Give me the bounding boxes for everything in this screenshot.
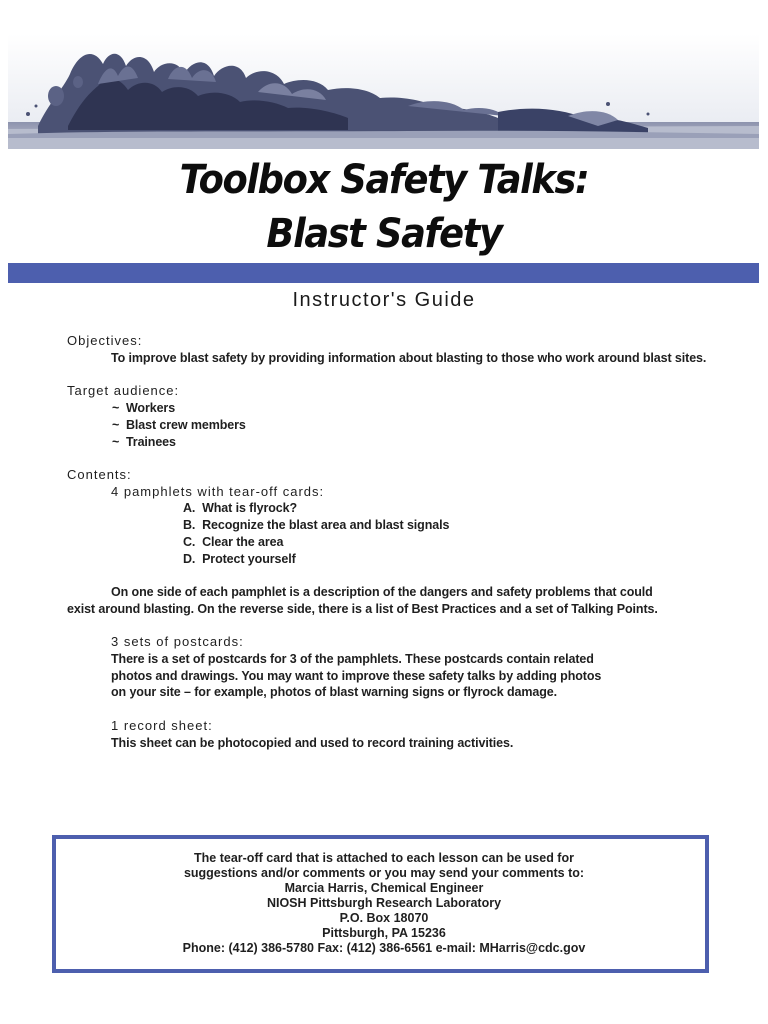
contact-organization: NIOSH Pittsburgh Research Laboratory bbox=[266, 896, 502, 910]
objectives-text: To improve blast safety by providing information about blasting to those who work around blast sites. bbox=[111, 351, 707, 365]
pamphlet-title: Recognize the blast area and blast signals bbox=[202, 518, 450, 532]
pamphlet-description-line: exist around blasting. On the reverse side, there is a list of Best Practices and a set of Talking Points. bbox=[67, 602, 658, 616]
contact-line: suggestions and/or comments or you may send your comments to: bbox=[183, 866, 585, 880]
postcards-heading: 3 sets of postcards: bbox=[111, 634, 244, 649]
list-item bbox=[112, 400, 175, 416]
contents-heading: Contents: bbox=[67, 467, 132, 482]
list-item bbox=[183, 534, 283, 550]
header-divider-bar bbox=[8, 263, 759, 283]
blast-photo-image bbox=[8, 34, 759, 149]
pamphlets-heading: 4 pamphlets with tear-off cards: bbox=[111, 484, 325, 499]
list-item bbox=[183, 517, 449, 533]
list-letter: D. bbox=[183, 552, 196, 566]
record-sheet-text: This sheet can be photocopied and used to record training activities. bbox=[111, 736, 514, 750]
contact-name: Marcia Harris, Chemical Engineer bbox=[284, 881, 484, 895]
audience-heading: Target audience: bbox=[67, 383, 180, 398]
list-item bbox=[112, 417, 246, 433]
list-item bbox=[183, 551, 296, 567]
title-line-1: Toolbox Safety Talks: bbox=[179, 157, 589, 203]
postcards-text-line: on your site – for example, photos of blast warning signs or flyrock damage. bbox=[111, 685, 557, 699]
pamphlet-title: What is flyrock? bbox=[202, 501, 298, 515]
list-letter: C. bbox=[183, 535, 196, 549]
postcards-text-line: photos and drawings. You may want to improve these safety talks by adding photos bbox=[111, 669, 602, 683]
pamphlet-description-line: On one side of each pamphlet is a description of the dangers and safety problems that could bbox=[111, 585, 653, 599]
bullet-tilde: ~ bbox=[112, 401, 120, 415]
pamphlet-title: Protect yourself bbox=[202, 552, 296, 566]
title-line-2: Blast Safety bbox=[266, 211, 502, 257]
objectives-heading: Objectives: bbox=[67, 333, 143, 348]
audience-item-label: Workers bbox=[125, 401, 176, 415]
pamphlet-title: Clear the area bbox=[202, 535, 284, 549]
list-item bbox=[183, 500, 297, 516]
bullet-tilde: ~ bbox=[112, 435, 120, 449]
list-letter: A. bbox=[183, 501, 196, 515]
blast-photo-banner bbox=[8, 34, 759, 149]
list-letter: B. bbox=[183, 518, 196, 532]
list-item bbox=[112, 434, 176, 450]
contact-city: Pittsburgh, PA 15236 bbox=[322, 926, 446, 940]
bullet-tilde: ~ bbox=[112, 418, 120, 432]
record-sheet-heading: 1 record sheet: bbox=[111, 718, 213, 733]
audience-item-label: Trainees bbox=[125, 435, 176, 449]
contact-po-box: P.O. Box 18070 bbox=[339, 911, 429, 925]
postcards-text-line: There is a set of postcards for 3 of the pamphlets. These postcards contain related bbox=[111, 652, 594, 666]
contact-line: The tear-off card that is attached to each lesson can be used for bbox=[194, 851, 574, 865]
contact-phone-fax-email: Phone: (412) 386-5780 Fax: (412) 386-6561 e-mail: MHarris@cdc.gov bbox=[182, 941, 586, 955]
audience-item-label: Blast crew members bbox=[125, 418, 246, 432]
subtitle-instructors-guide: Instructor's Guide bbox=[292, 289, 476, 311]
